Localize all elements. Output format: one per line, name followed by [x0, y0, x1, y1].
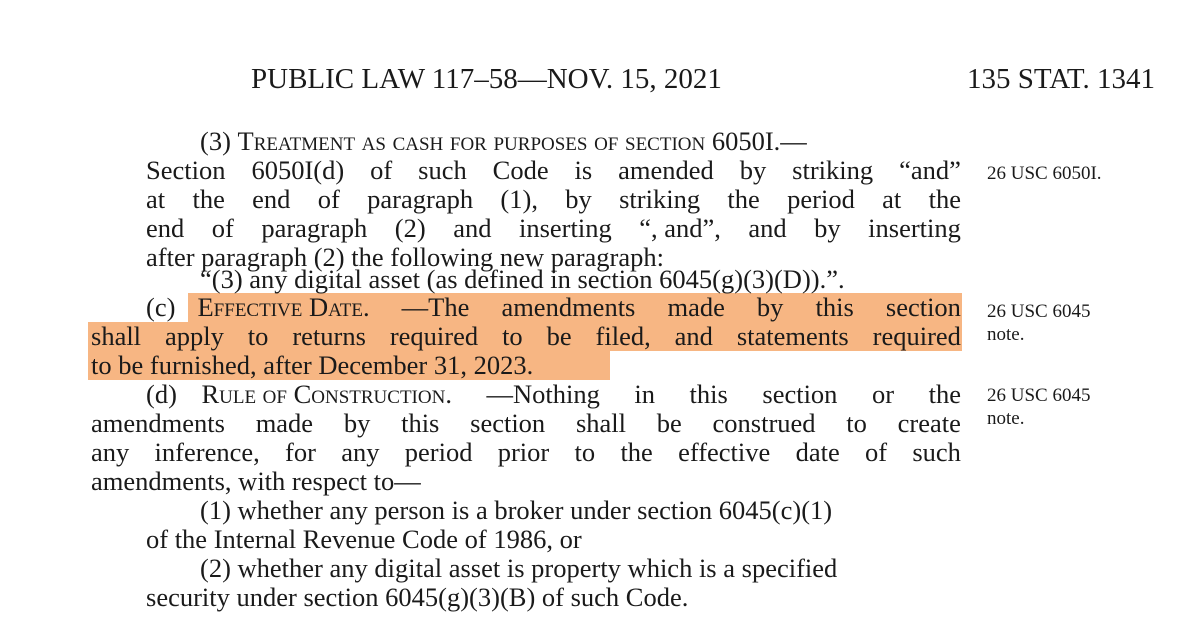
section-c-heading: Effective Date.: [197, 292, 370, 322]
word: Section: [146, 155, 226, 185]
word: paragraph: [367, 184, 474, 214]
paragraph-3-heading-line: [200, 127, 807, 156]
margin-note-6045-c-note: note.: [987, 324, 1025, 345]
paragraph-3-line-2: [146, 156, 961, 185]
word: (1),: [500, 184, 538, 214]
word: for: [285, 437, 316, 467]
word: the: [727, 184, 760, 214]
word: (2): [394, 213, 426, 243]
section-d-line-4: amendments, with respect to—: [91, 466, 421, 496]
paragraph-3-line-3: [146, 185, 961, 214]
word: striking: [792, 155, 874, 185]
word: in: [634, 379, 656, 409]
word: “, and”,: [639, 213, 721, 243]
subparagraph-d2-line-1: (2) whether any digital asset is property which is a specified: [200, 553, 838, 583]
word: paragraph: [261, 213, 368, 243]
word: 6050I(d): [251, 155, 345, 185]
word: the: [620, 437, 653, 467]
page-header-title: PUBLIC LAW 117–58—NOV. 15, 2021: [251, 63, 722, 95]
paragraph-3-number: (3): [200, 126, 231, 156]
word: or: [871, 379, 895, 409]
word: inserting: [868, 213, 961, 243]
word: to: [502, 321, 523, 351]
word: period: [787, 184, 855, 214]
word: section: [885, 292, 961, 322]
word: any: [341, 437, 380, 467]
word: required: [872, 321, 961, 351]
word: this: [401, 408, 440, 438]
section-c-line-1: [146, 293, 961, 322]
paragraph-3-quoted-line: “(3) any digital asset (as defined in section 6045(g)(3)(D)).”.: [200, 264, 845, 294]
word: by: [814, 213, 841, 243]
margin-note-6045-d: 26 USC 6045: [987, 385, 1091, 406]
section-c-line-3: to be furnished, after December 31, 2023.: [91, 350, 534, 380]
word: the: [192, 184, 225, 214]
word: this: [689, 379, 728, 409]
word: to: [846, 408, 867, 438]
margin-note-6045-d-note: note.: [987, 408, 1025, 429]
word: be: [546, 321, 572, 351]
word: section: [762, 379, 838, 409]
word: end: [252, 184, 291, 214]
section-d-line-3: [91, 438, 961, 467]
paragraph-3-line-4: [146, 214, 961, 243]
word: such: [418, 155, 467, 185]
word: this: [815, 292, 854, 322]
word: shall: [91, 321, 142, 351]
section-d-number: (d): [146, 379, 177, 409]
page-header-stat: 135 STAT. 1341: [966, 63, 1155, 95]
section-d-line-1: [146, 380, 961, 409]
word: by: [756, 292, 784, 322]
word: and: [748, 213, 787, 243]
word: the: [928, 184, 961, 214]
word: shall: [575, 408, 626, 438]
word: end: [146, 213, 185, 243]
word: to: [574, 437, 596, 467]
word: inserting: [518, 213, 612, 243]
word: construed: [712, 408, 816, 438]
word: date: [795, 437, 840, 467]
paragraph-3-heading: Treatment as cash for purposes of section 6050I.—: [237, 126, 807, 156]
word: create: [897, 408, 961, 438]
word: period: [404, 437, 473, 467]
margin-note-6045-c: 26 USC 6045: [987, 301, 1091, 322]
word: section: [470, 408, 546, 438]
subparagraph-d1-line-1: (1) whether any person is a broker under section 6045(c)(1): [200, 495, 833, 525]
word: —Nothing: [486, 379, 600, 409]
section-c-line-2: [91, 322, 961, 351]
subparagraph-d1-line-2: of the Internal Revenue Code of 1986, or: [146, 524, 582, 554]
word: of: [211, 213, 234, 243]
section-c-number: (c): [146, 292, 176, 322]
word: and: [674, 321, 713, 351]
word: amendments: [501, 292, 636, 322]
word: at: [882, 184, 902, 214]
word: at: [146, 184, 166, 214]
word: amendments: [91, 408, 225, 438]
word: amended: [618, 155, 714, 185]
word: be: [656, 408, 682, 438]
subparagraph-d2-line-2: security under section 6045(g)(3)(B) of such Code.: [146, 582, 689, 612]
word: effective: [678, 437, 771, 467]
word: returns: [292, 321, 366, 351]
word: made: [667, 292, 725, 322]
paragraph-3-line-5: after paragraph (2) the following new paragraph:: [146, 242, 664, 272]
word: apply: [164, 321, 224, 351]
margin-note-6050i: 26 USC 6050I.: [987, 163, 1102, 184]
word: of: [317, 184, 340, 214]
word: by: [565, 184, 592, 214]
section-d-heading: Rule of Construction.: [201, 379, 452, 409]
word: the: [928, 379, 961, 409]
word: —The: [401, 292, 470, 322]
word: by: [343, 408, 371, 438]
word: inference,: [154, 437, 260, 467]
word: any: [91, 437, 130, 467]
word: to: [247, 321, 269, 351]
word: by: [739, 155, 767, 185]
word: striking: [619, 184, 701, 214]
word: filed,: [595, 321, 651, 351]
word: “and”: [899, 155, 961, 185]
word: Code: [492, 155, 549, 185]
word: prior: [497, 437, 550, 467]
word: of: [865, 437, 888, 467]
word: of: [370, 155, 393, 185]
word: required: [389, 321, 479, 351]
word: statements: [736, 321, 849, 351]
section-d-line-2: [91, 409, 961, 438]
word: made: [255, 408, 314, 438]
word: such: [912, 437, 961, 467]
word: is: [574, 155, 593, 185]
word: and: [453, 213, 492, 243]
